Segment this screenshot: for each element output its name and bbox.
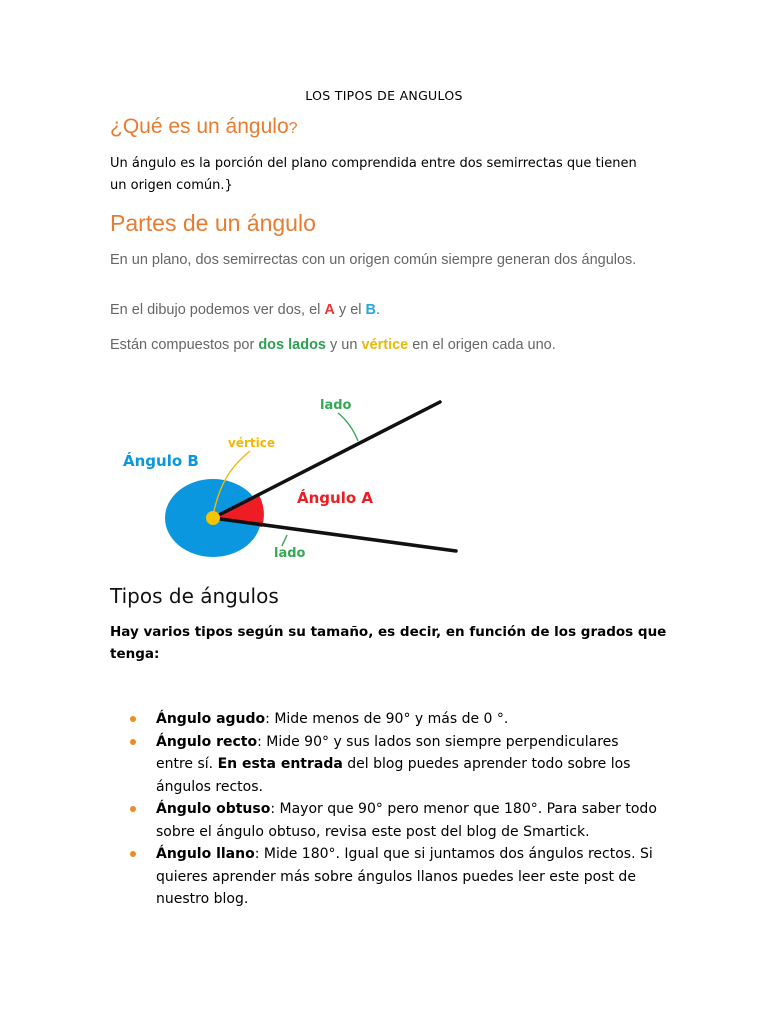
p3-text-end: en el origen cada uno. [408,337,556,353]
p2-text-end: . [376,302,381,318]
p3-text-mid: y un [326,337,362,353]
label-vertice: vértice [228,436,275,450]
sep-obtuso: : [270,801,280,817]
label-angulo-b: Ángulo B [123,452,199,470]
term-obtuso: Ángulo obtuso [156,801,271,817]
parts-paragraph-2 [110,301,670,319]
bullet-icon [130,806,136,812]
term-agudo: Ángulo agudo [156,711,266,727]
p2-label-a: A [324,302,335,318]
sep-recto: : [257,733,267,750]
bullet-icon [130,851,136,857]
sep-agudo: : [265,711,275,727]
leader-lado-top [338,413,358,441]
types-intro-paragraph: Hay varios tipos según su tamaño, es decir, en función de los grados que tenga: [110,624,667,662]
p2-text-pre: En el dibujo podemos ver dos, el [110,302,325,318]
document-title: LOS TIPOS DE ANGULOS [305,88,463,103]
p3-vertice: vértice [361,337,409,353]
parts-paragraph-3 [110,336,670,354]
heading-types-of-angles: Tipos de ángulos [110,584,279,608]
text-llano: Mide 180°. Igual que si juntamos dos ángulos rectos. Si quieres aprender más sobre ángulos llanos puedes leer este post de nuestro blog. [156,846,653,907]
p3-text-pre: Están compuestos por [110,337,259,353]
heading-parts-of-angle: Partes de un ángulo [110,210,316,236]
p3-dos-lados: dos lados [258,337,326,353]
bullet-icon [130,739,136,745]
definition-paragraph: Un ángulo es la porción del plano comprendida entre dos semirrectas que tienen un origen común.} [110,156,637,193]
list-item-agudo [130,708,660,731]
p2-label-b: B [365,302,376,318]
bullet-icon [130,716,136,722]
term-llano: Ángulo llano [156,846,255,862]
list-item-llano [130,843,660,911]
sep-llano: : [254,846,264,862]
label-lado-top: lado [320,398,352,413]
term-recto: Ángulo recto [156,733,258,750]
angle-types-list [130,708,660,911]
text-obtuso: Mayor que 90° pero menor que 180°. Para saber todo sobre el ángulo obtuso, revisa este post del blog de Smartick. [156,801,657,840]
heading-what-is-angle-text: ¿Qué es un ángulo [110,115,289,138]
list-item-obtuso [130,798,660,843]
label-lado-bottom: lado [274,546,306,561]
leader-lado-bottom [282,535,287,546]
list-item-recto [130,731,660,799]
vertex-dot [206,511,220,525]
heading-what-is-angle [110,115,298,139]
text-agudo: Mide menos de 90° y más de 0 °. [274,711,509,727]
p2-text-mid: y el [334,302,366,318]
angle-diagram [110,365,480,565]
text-recto: Mide 90° y sus lados son siempre perpendiculares entre sí. [156,733,619,772]
heading-question-mark: ? [288,120,298,137]
label-angulo-a: Ángulo A [297,489,373,507]
link-en-esta-entrada[interactable]: En esta entrada [217,756,343,772]
text-recto-2: del blog puedes aprender todo sobre los ángulos rectos. [156,756,631,795]
parts-paragraph-1: En un plano, dos semirrectas con un origen común siempre generan dos ángulos. [110,252,637,268]
